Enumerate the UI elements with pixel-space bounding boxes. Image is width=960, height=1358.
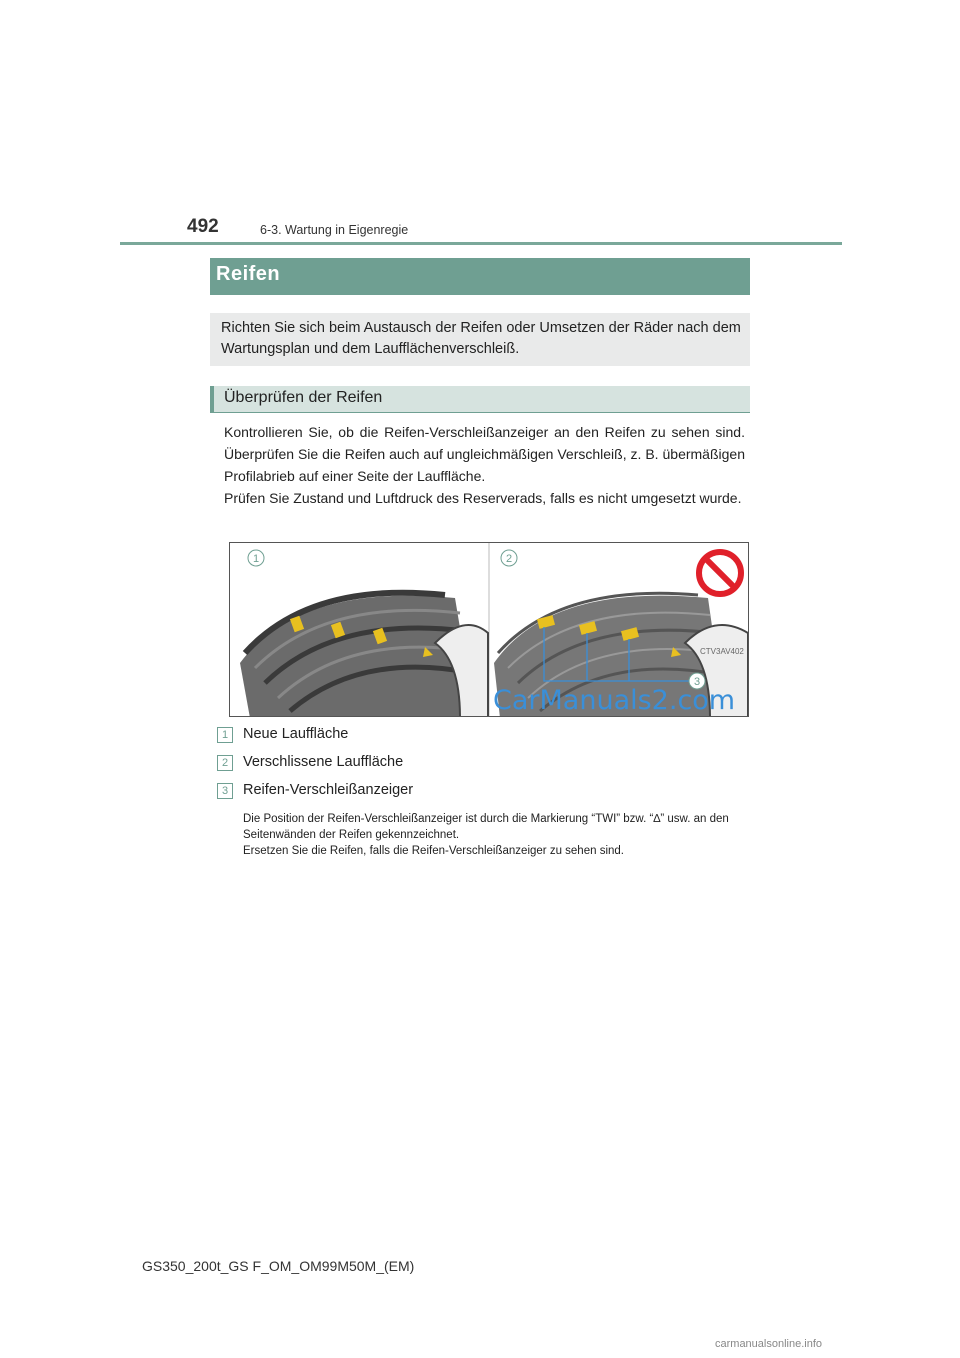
page-number: 492 (187, 216, 219, 237)
legend-item (217, 752, 757, 780)
subheading-bar (210, 386, 750, 413)
callout-3: 3 (693, 676, 701, 688)
legend-item (217, 780, 757, 808)
legend-number: 1 (217, 727, 233, 743)
subheading: Überprüfen der Reifen (224, 389, 383, 406)
legend-label: Verschlissene Lauffläche (243, 754, 404, 770)
section-title-bar (210, 258, 750, 295)
callout-2: 2 (505, 553, 513, 565)
prohibit-icon (699, 552, 741, 594)
intro-box (210, 313, 750, 366)
figure-code: CTV3AV402 (700, 647, 744, 656)
intro-text: Richten Sie sich beim Austausch der Reifen oder Umsetzen der Räder nach dem Wartungsplan und dem Laufflächenverschleiß. (221, 320, 741, 357)
section-title: Reifen (216, 263, 281, 285)
legend-label: Reifen-Verschleißanzeiger (243, 782, 414, 798)
watermark: CarManuals2.com (493, 685, 736, 716)
tire-figure (229, 542, 749, 717)
note-paragraph: Die Position der Reifen-Verschleißanzeiger ist durch die Markierung “TWI” bzw. “∆” usw. an den Seitenwänden der Reifen gekennzeichnet. (243, 813, 729, 841)
legend-item (217, 724, 757, 752)
document-footer: GS350_200t_GS F_OM_OM99M50M_(EM) (142, 1258, 415, 1274)
body-paragraph: Kontrollieren Sie, ob die Reifen-Verschleißanzeiger an den Reifen zu sehen sind. Überprüfen Sie die Reifen auch auf ungleichmäßigen Verschleiß, z. B. übermäßigen Profilabrieb auf einer Seite der Lauffläche. (224, 424, 745, 484)
section-reference: 6-3. Wartung in Eigenregie (260, 223, 409, 237)
body-paragraph: Prüfen Sie Zustand und Luftdruck des Reserverads, falls es nicht umgesetzt wurde. (224, 490, 742, 506)
legend-note (243, 811, 748, 859)
page-header (120, 214, 842, 246)
body-text (224, 421, 745, 509)
figure-legend (217, 724, 757, 808)
site-watermark: carmanualsonline.info (715, 1338, 823, 1350)
header-rule (120, 242, 842, 245)
note-paragraph: Ersetzen Sie die Reifen, falls die Reifen-Verschleißanzeiger zu sehen sind. (243, 845, 624, 857)
callout-1: 1 (252, 553, 260, 565)
legend-number: 3 (217, 783, 233, 799)
legend-number: 2 (217, 755, 233, 771)
legend-label: Neue Lauffläche (243, 726, 349, 742)
